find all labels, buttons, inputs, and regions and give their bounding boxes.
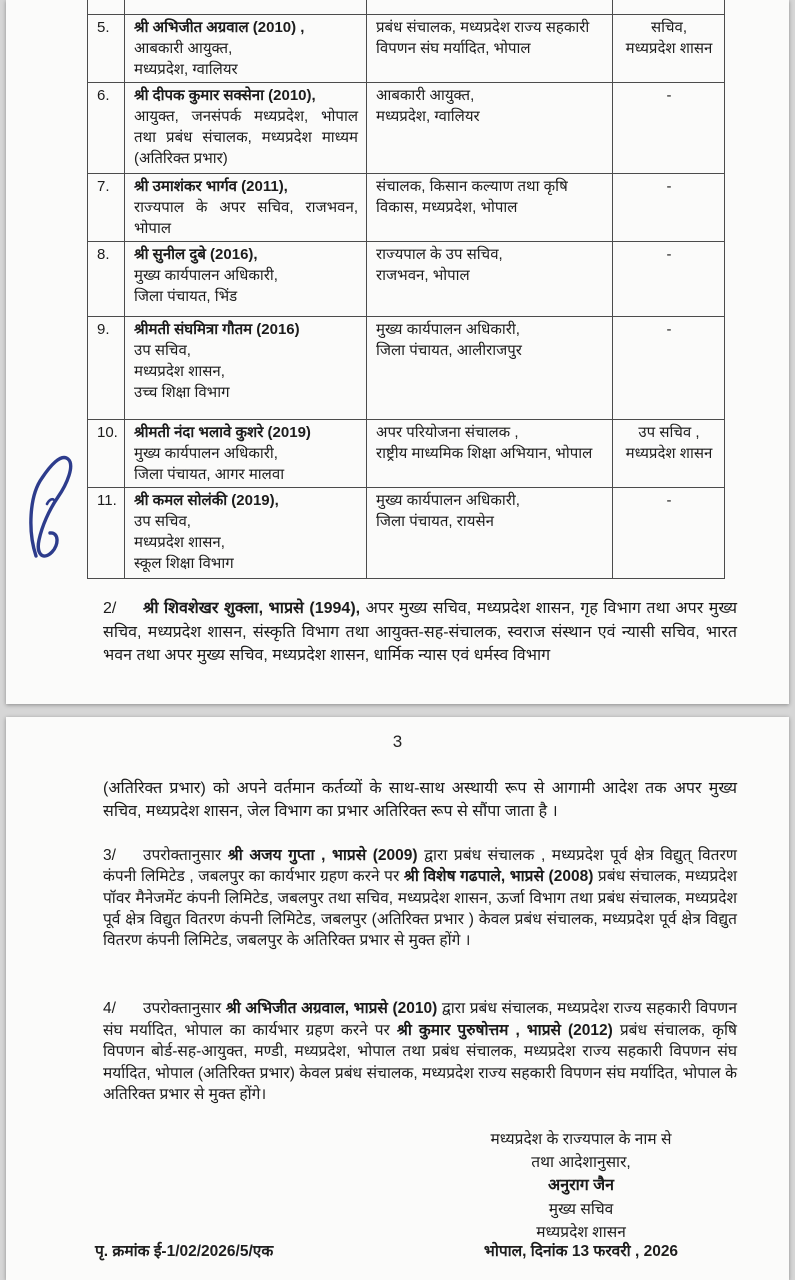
signature-ink — [20, 440, 92, 582]
page-number: 3 — [392, 732, 403, 751]
cell-line: उच्च शिक्षा विभाग — [134, 384, 230, 401]
serial-number-cell: 5. — [88, 15, 125, 83]
cell-line: आबकारी आयुक्त, — [376, 87, 475, 104]
signoff-block — [453, 1128, 709, 1244]
new-posting-cell — [367, 317, 613, 420]
cell-line: जिला पंचायत, भिंड — [134, 288, 238, 305]
cell-line: - — [666, 178, 672, 195]
paragraph-run: प्रबंध संचालक, कृषि विपणन बोर्ड-सह-आयुक्त, मण्डी, मध्यप्रदेश, भोपाल तथा प्रबंध संचालक, मध्यप्रदेश राज्य सहकारी विपणन संघ मर्यादित, भोपाल (अतिरिक्त प्रभार) केवल प्रबंध संचालक, मध्यप्रदेश राज्य सहकारी विपणन संघ मर्यादित, भोपाल के अतिरिक्त प्रभार से मुक्त होंगे। — [103, 1021, 737, 1104]
additional-charge-cell — [613, 15, 725, 83]
cell-line: - — [666, 492, 672, 509]
cell-line: जिला पंचायत, रायसेन — [376, 513, 494, 530]
table-row — [88, 488, 725, 579]
table-row-partial — [88, 0, 725, 15]
paragraph-2-label: 2/ — [103, 600, 117, 617]
cell-line: श्रीमती नंदा भलावे कुशरे (2019) — [134, 424, 311, 441]
cell-line: मध्यप्रदेश, ग्वालियर — [134, 61, 238, 78]
paragraph-3-text — [103, 847, 737, 949]
cell-line: स्कूल शिक्षा विभाग — [134, 555, 234, 572]
officer-name-bold: श्री अभिजीत अग्रवाल, भाप्रसे (2010) — [225, 1000, 438, 1017]
officer-name-cell — [125, 242, 367, 317]
officer-name-cell — [125, 15, 367, 83]
cell-line: संचालक, किसान कल्याण तथा कृषि — [376, 178, 568, 195]
signoff-line: मध्यप्रदेश शासन — [536, 1223, 626, 1241]
reference-number: पृ. क्रमांक ई-1/02/2026/5/एक — [95, 1243, 274, 1260]
table-row — [88, 242, 725, 317]
paragraph-run: द्वारा प्रबंध संचालक , मध्यप्रदेश पूर्व क्षेत्र विद्युत् वितरण कंपनी लिमिटेड , जबलपुर का कार्यभार ग्रहण करने पर — [103, 847, 737, 886]
table-row — [88, 420, 725, 488]
officer-name-cell — [125, 317, 367, 420]
cell-line: मुख्य कार्यपालन अधिकारी, — [376, 492, 520, 509]
paragraph-run: उपरोक्तानुसार — [143, 1000, 226, 1017]
new-posting-cell — [367, 174, 613, 242]
cell-line: मध्यप्रदेश, ग्वालियर — [376, 108, 480, 125]
officers-table-body — [88, 0, 725, 579]
additional-charge-cell — [613, 420, 725, 488]
paragraph-2-text — [103, 600, 737, 664]
cell-line: श्रीमती संघमित्रा गौतम (2016) — [134, 321, 300, 338]
table-cell — [125, 0, 367, 15]
new-posting-cell — [367, 488, 613, 579]
paragraph-3 — [103, 845, 737, 951]
table-row — [88, 174, 725, 242]
serial-number-cell: 6. — [88, 83, 125, 174]
table-cell — [88, 0, 125, 15]
cell-line: - — [666, 246, 672, 263]
serial-number-cell: 10. — [88, 420, 125, 488]
paragraph-continuation — [103, 777, 737, 823]
officer-name-cell — [125, 174, 367, 242]
paragraph-continuation-text — [103, 780, 737, 820]
new-posting-cell — [367, 242, 613, 317]
officer-name-cell — [125, 488, 367, 579]
cell-line: आयुक्त, जनसंपर्क मध्यप्रदेश, भोपाल — [134, 108, 358, 125]
paragraph-run: उपरोक्तानुसार — [143, 847, 228, 864]
serial-number-cell: 8. — [88, 242, 125, 317]
serial-number-cell: 7. — [88, 174, 125, 242]
cell-line: मुख्य कार्यपालन अधिकारी, — [134, 445, 278, 462]
cell-line: विपणन संघ मर्यादित, भोपाल — [376, 40, 531, 57]
cell-line: अपर परियोजना संचालक , — [376, 424, 519, 441]
cell-line: उप सचिव, — [134, 342, 191, 359]
paragraph-4-text — [103, 1000, 737, 1103]
cell-line: प्रबंध संचालक, मध्यप्रदेश राज्य सहकारी — [376, 19, 590, 36]
cell-line: - — [666, 87, 672, 104]
cell-line: (अतिरिक्त प्रभार) — [134, 150, 228, 167]
cell-line: श्री कमल सोलंकी (2019), — [134, 492, 279, 509]
cell-line: श्री उमाशंकर भार्गव (2011), — [134, 178, 288, 195]
cell-line: सचिव, — [650, 19, 688, 36]
paragraph-run: द्वारा प्रबंध संचालक, मध्यप्रदेश राज्य सहकारी विपणन संघ मर्यादित, भोपाल का कार्यभार ग्रहण करने पर — [103, 1000, 737, 1039]
new-posting-cell — [367, 420, 613, 488]
cell-line: मुख्य कार्यपालन अधिकारी, — [376, 321, 520, 338]
paragraph-2 — [103, 597, 737, 668]
serial-number-cell: 11. — [88, 488, 125, 579]
cell-line: उप सचिव, — [134, 513, 191, 530]
paragraph-run: अपर मुख्य सचिव, मध्यप्रदेश शासन, गृह विभाग तथा अपर मुख्य सचिव, मध्यप्रदेश शासन, संस्कृति विभाग तथा आयुक्त-सह-संचालक, स्वराज संस्थान एवं न्यासी सचिव, भारत भवन तथा अपर मुख्य सचिव, मध्यप्रदेश शासन, धार्मिक न्यास एवं धर्मस्व विभाग — [103, 600, 738, 664]
signoff-line: मुख्य सचिव — [548, 1200, 614, 1218]
cell-line: तथा प्रबंध संचालक, मध्यप्रदेश माध्यम — [134, 129, 358, 146]
additional-charge-cell — [613, 488, 725, 579]
additional-charge-cell — [613, 83, 725, 174]
cell-line: राज्यपाल के अपर सचिव, राजभवन, — [134, 199, 358, 216]
table-cell — [367, 0, 613, 15]
cell-line: श्री दीपक कुमार सक्सेना (2010), — [134, 87, 316, 104]
cell-line: - — [666, 321, 672, 338]
additional-charge-cell — [613, 317, 725, 420]
cell-line: श्री अभिजीत अग्रवाल (2010) , — [134, 19, 305, 36]
table-row — [88, 317, 725, 420]
cell-line: विकास, मध्यप्रदेश, भोपाल — [376, 199, 518, 216]
paragraph-run: (अतिरिक्त प्रभार) को अपने वर्तमान कर्तव्यों के साथ-साथ अस्थायी रूप से आगामी आदेश तक अपर मुख्य सचिव, मध्यप्रदेश शासन, जेल विभाग का प्रभार अतिरिक्त रूप से सौंपा जाता है । — [103, 780, 737, 820]
signoff-line: मध्यप्रदेश के राज्यपाल के नाम से — [490, 1131, 672, 1148]
additional-charge-cell — [613, 174, 725, 242]
cell-line: जिला पंचायत, आलीराजपुर — [376, 342, 522, 359]
cell-line: मध्यप्रदेश शासन — [625, 445, 713, 462]
table-row — [88, 15, 725, 83]
officer-name-bold: श्री शिवशेखर शुक्ला, भाप्रसे (1994), — [143, 600, 361, 617]
cell-line: भोपाल — [134, 220, 172, 237]
cell-line: उप सचिव , — [638, 424, 700, 441]
cell-line: मध्यप्रदेश शासन — [625, 40, 713, 57]
cell-line: आबकारी आयुक्त, — [134, 40, 233, 57]
officers-table — [87, 0, 725, 579]
paragraph-4-label: 4/ — [103, 1000, 116, 1017]
cell-line: राष्ट्रीय माध्यमिक शिक्षा अभियान, भोपाल — [376, 445, 593, 462]
document-page-3 — [6, 717, 789, 1280]
officer-name-bold: श्री अजय गुप्ता , भाप्रसे (2009) — [227, 847, 418, 864]
cell-line: राज्यपाल के उप सचिव, — [376, 246, 503, 263]
cell-line: राजभवन, भोपाल — [376, 267, 470, 284]
cell-line: मध्यप्रदेश शासन, — [134, 534, 225, 551]
officer-name-cell — [125, 420, 367, 488]
paragraph-run: प्रबंध संचालक, मध्यप्रदेश पॉवर मैनेजमेंट कंपनी लिमिटेड, जबलपुर तथा सचिव, मध्यप्रदेश शासन, ऊर्जा विभाग तथा प्रबंध संचालक, मध्यप्रदेश पूर्व क्षेत्र विद्युत वितरण कंपनी लिमिटेड, जबलपुर (अतिरिक्त प्रभार ) केवल प्रबंध संचालक, मध्यप्रदेश पूर्व क्षेत्र विद्युत वितरण कंपनी लिमिटेड, जबलपुर के अतिरिक्त प्रभार से मुक्त होंगे । — [103, 868, 737, 950]
serial-number-cell: 9. — [88, 317, 125, 420]
table-row — [88, 83, 725, 174]
new-posting-cell — [367, 15, 613, 83]
officer-name-bold: श्री विशेष गढपाले, भाप्रसे (2008) — [403, 868, 594, 886]
signatory-name: अनुराग जैन — [548, 1177, 614, 1195]
cell-line: मध्यप्रदेश शासन, — [134, 363, 225, 380]
table-cell — [613, 0, 725, 15]
cell-line: श्री सुनील दुबे (2016), — [134, 246, 258, 263]
cell-line: जिला पंचायत, आगर मालवा — [134, 466, 285, 483]
officer-name-cell — [125, 83, 367, 174]
officer-name-bold: श्री कुमार पुरुषोत्तम , भाप्रसे (2012) — [396, 1021, 613, 1039]
cell-line: मुख्य कार्यपालन अधिकारी, — [134, 267, 278, 284]
new-posting-cell — [367, 83, 613, 174]
additional-charge-cell — [613, 242, 725, 317]
document-page-2 — [6, 0, 789, 704]
place-and-date: भोपाल, दिनांक 13 फरवरी , 2026 — [483, 1243, 679, 1260]
paragraph-4 — [103, 998, 737, 1106]
signoff-line: तथा आदेशानुसार, — [531, 1154, 631, 1172]
paragraph-3-label: 3/ — [103, 847, 116, 864]
